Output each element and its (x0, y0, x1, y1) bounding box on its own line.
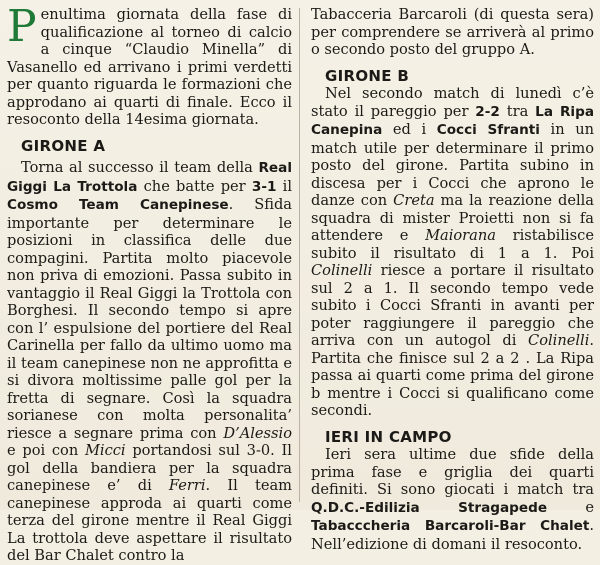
text-run: in un match utile per determinare il primo posto del girone. Partita subino in discesa per i Cocci che aprono le danze con (311, 121, 594, 209)
girone-a-paragraph (7, 159, 292, 565)
player-creta: Creta (393, 192, 435, 209)
heading-ieri-in-campo: IERI IN CAMPO (325, 427, 452, 446)
player-maiorana: Maiorana (425, 227, 496, 244)
text-run: portandosi sul 3-0. Il gol della bandiera per la squadra canepinese e’ di (7, 442, 292, 494)
score: 2-2 (475, 103, 500, 120)
text-run: tra (499, 102, 536, 120)
text-run: riesce a portare il risultato sul 2 a 1. Il secondo tempo vede subito i Cocci Sfranti in avanti per poter raggiungere il pareggio che arriva con un autogol di (311, 262, 594, 349)
ieri-paragraph (311, 446, 594, 553)
player-ferri: Ferri (168, 477, 206, 494)
text-run: ed i (382, 121, 437, 138)
player-colinelli: Colinelli (528, 332, 590, 349)
score: 3-1 (251, 178, 277, 195)
right-column (311, 6, 594, 553)
player-micci: Micci (84, 442, 126, 459)
text-run: ma la reazione della squadra di mister Proietti non si fa attendere e (311, 192, 595, 244)
text-run: e poi con (7, 442, 85, 459)
drop-cap: P (7, 1, 37, 52)
player-dalessio: D’Alessio (223, 424, 292, 442)
team-qdc: Q.D.C.-Edilizia Stragapede (311, 499, 548, 516)
team-cocci-sfranti: Cocci Sfranti (436, 122, 540, 138)
team-cosmo: Cosmo Team Canepinese (7, 197, 229, 213)
column-divider (299, 8, 300, 502)
text-run: che batte per (137, 177, 252, 195)
text-run: . Nell’edizione di domani il resoconto. (311, 517, 594, 553)
heading-girone-b: GIRONE B (325, 66, 410, 85)
intro-paragraph (7, 1, 292, 129)
team-tabaccheria: Tabacccheria Barcaroli-Bar Chalet (311, 518, 590, 534)
text-run: . Il team canepinese approda ai quarti come terza del girone mentre il Real Giggi La trottola deve aspettare il risultato del Bar Chalet contro la (7, 477, 292, 564)
player-colinelli: Colinelli (311, 262, 373, 279)
text-run: Torna al successo il team della (21, 159, 259, 176)
text-run: ristabilisce subito il risultato di 1 a 1. Poi (311, 227, 594, 262)
team-real-giggi: Real Giggi La Trottola (7, 160, 292, 195)
text-run: . Partita che finisce sul 2 a 2 . La Ripa passa ai quarti come prima del girone b mentre i Cocci si qualificano come secondi. (311, 332, 594, 419)
heading-girone-a: GIRONE A (21, 136, 106, 155)
girone-b-paragraph (311, 85, 594, 420)
continuation-paragraph: Tabacceria Barcaroli (di questa sera) per comprendere se arriverà al primo o secondo posto del gruppo A. (311, 6, 594, 58)
text-run: Nel secondo match di lunedì c’è stato il pareggio per (311, 85, 594, 120)
text-run: Ieri sera ultime due sfide della prima fase e griglia dei quarti definiti. Si sono giocati i match tra (311, 446, 594, 498)
team-la-ripa: La Ripa Canepina (311, 103, 594, 138)
text-run: il (276, 177, 292, 195)
intro-text: enultima giornata della fase di qualificazione al torneo di calcio a cinque “Claudio Minella” di Vasanello ed arrivano i primi verdetti per quanto riguarda le formazioni che approdano ai quarti di finale. Ecco il resoconto della 14esima giornata. (7, 6, 292, 128)
text-run: . Sfida importante per determinare le posizioni in classifica delle due compagini. Partita molto piacevole non priva di emozioni. Passa subito in vantaggio il Real Giggi la Trottola con Borghesi. Il secondo tempo si apre con l’ espulsione del portiere del Real Carinella per fallo da ultimo uomo ma il team canepinese non ne approfitta e si divora moltissime palle gol per la fretta di segnare. Così la squadra sorianese con molta personalita’ riesce a segnare prima con (7, 196, 292, 442)
text-run: e (547, 498, 594, 516)
left-column (7, 1, 292, 565)
